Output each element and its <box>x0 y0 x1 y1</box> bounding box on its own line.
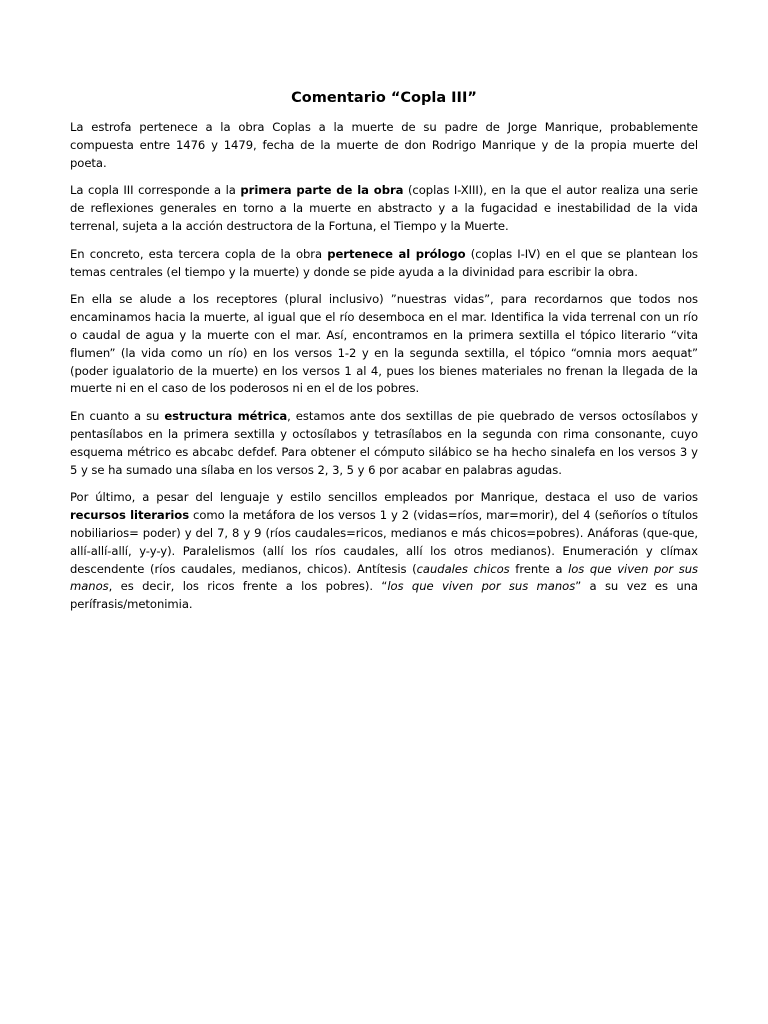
paragraph-text: frente a <box>509 561 569 576</box>
paragraph-text: , es decir, los ricos frente a los pobres). “ <box>108 579 388 594</box>
paragraph-text: En concreto, esta tercera copla de la obra <box>70 246 328 261</box>
bold-phrase: estructura métrica <box>164 409 288 424</box>
paragraph-intro <box>70 119 698 172</box>
italic-phrase: caudales chicos <box>416 561 510 576</box>
bold-phrase: recursos literarios <box>70 508 190 523</box>
bold-phrase: pertenece al prólogo <box>327 246 466 261</box>
paragraph-text: , estamos ante dos sextillas de pie quebrado de versos octosílabos y pentasílabos en la primera sextilla y octosílabos y tetrasílabos en la segunda con rima consonante, cuyo esquema métrico es abcabc defdef. Para obtener el cómputo silábico se ha hecho sinalefa en los versos 3 y 5 y se ha sumado una sílaba en los versos 2, 3, 5 y 6 por acabar en palabras agudas. <box>70 409 698 477</box>
paragraph-text: La copla III corresponde a la <box>70 183 241 198</box>
paragraph-topics <box>70 291 698 398</box>
italic-phrase: los que viven por sus manos <box>70 561 699 594</box>
paragraph-metrics <box>70 408 698 479</box>
paragraph-text: (coplas I-XIII), en la que el autor realiza una serie de reflexiones generales en torno a la muerte en abstracto y a la fugacidad e inestabilidad de la vida terrenal, sujeta a la acción destructora de la Fortuna, el Tiempo y la Muerte. <box>70 183 699 233</box>
paragraph-text: La estrofa pertenece a la obra Coplas a la muerte de su padre de Jorge Manrique, probablemente compuesta entre 1476 y 1479, fecha de la muerte de don Rodrigo Manrique y de la propia muerte del poeta. <box>70 120 698 170</box>
italic-phrase: los que viven por sus manos <box>387 579 576 594</box>
paragraph-text: En cuanto a su <box>70 409 165 424</box>
paragraph-prologue <box>70 246 698 282</box>
document-body <box>70 86 698 624</box>
bold-phrase: primera parte de la obra <box>240 183 404 198</box>
paragraph-text: como la metáfora de los versos 1 y 2 (vidas=ríos, mar=morir), del 4 (señoríos o títulos nobiliarios= poder) y del 7, 8 y 9 (ríos caudales=ricos, medianos e más chicos=pobres). Anáforas (que-que, allí-allí-allí, y-y-y). Paralelismos (allí los ríos caudales, allí los otros medianos). Enumeración y clímax descendente (ríos caudales, medianos, chicos). Antítesis ( <box>70 508 698 576</box>
document-title: Comentario “Copla III” <box>291 90 477 106</box>
paragraph-resources <box>70 489 698 614</box>
paragraph-text: Por último, a pesar del lenguaje y estilo sencillos empleados por Manrique, destaca el uso de varios <box>70 490 698 505</box>
paragraph-text: ” a su vez es una perífrasis/metonimia. <box>70 579 698 612</box>
paragraph-text: En ella se alude a los receptores (plural inclusivo) ”nuestras vidas”, para recordarnos que todos nos encaminamos hacia la muerte, al igual que el río desemboca en el mar. Identifica la vida terrenal con un río o caudal de agua y la muerte con el mar. Así, encontramos en la primera sextilla el tópico literario “vita flumen” (la vida como un río) en los versos 1-2 y en la segunda sextilla, el tópico “omnia mors aequat” (poder igualatorio de la muerte) en los versos 1 al 4, pues los bienes materiales no frenan la llegada de la muerte ni en el caso de los poderosos ni en el de los pobres. <box>70 292 698 396</box>
paragraph-part <box>70 182 698 235</box>
paragraph-text: (coplas I-IV) en el que se plantean los temas centrales (el tiempo y la muerte) y donde se pide ayuda a la divinidad para escribir la obra. <box>70 246 698 279</box>
